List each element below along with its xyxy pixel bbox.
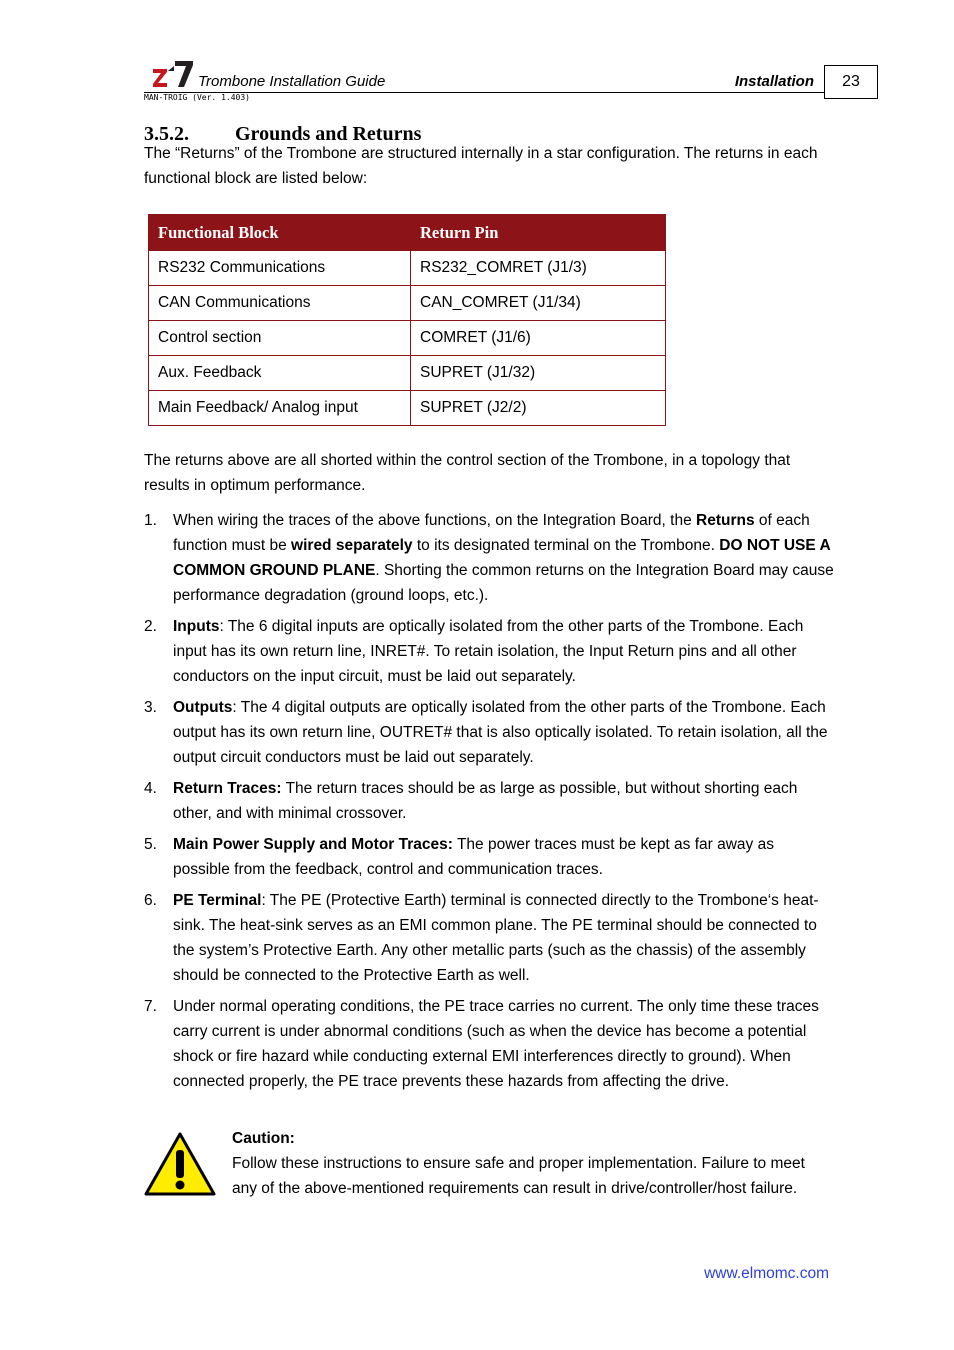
- list-item-emphasis: Return Traces:: [173, 780, 282, 797]
- list-item-emphasis: DO NOT USE A COMMON GROUND PLANE: [173, 537, 831, 579]
- list-item-text: of each function must be: [173, 512, 810, 554]
- table-cell-pin: CAN_COMRET (J1/34): [411, 286, 666, 321]
- list-item-text: : The PE (Protective Earth) terminal is connected directly to the Trombone‘s heat-sink. The heat-sink serves as an EMI common plane. The PE terminal should be connected to the system’s Protective Earth. Any other metallic parts (such as the chassis) of the assembly should be connected to the Protective Earth as well.: [173, 892, 819, 984]
- section-number: 3.5.2.: [144, 123, 189, 145]
- list-item-text: to its designated terminal on the Trombone.: [412, 537, 720, 554]
- table-cell-pin: SUPRET (J1/32): [411, 356, 666, 391]
- table-row: [149, 391, 666, 426]
- list-item-text: : The 6 digital inputs are optically isolated from the other parts of the Trombone. Each input has its own return line, INRET#. To retain isolation, the Input Return pins and all other conductors on the input circuit, must be laid out separately.: [173, 618, 804, 685]
- warning-triangle-icon: [144, 1132, 216, 1196]
- caution-note: [232, 1126, 832, 1201]
- section-title: Grounds and Returns: [235, 123, 422, 145]
- table-cell-pin: SUPRET (J2/2): [411, 391, 666, 426]
- table-cell-pin: RS232_COMRET (J1/3): [411, 251, 666, 286]
- column-header-functional-block: Functional Block: [149, 215, 411, 251]
- elmo-logo-icon: [148, 59, 194, 89]
- list-item-emphasis: Outputs: [173, 699, 233, 716]
- returns-table: [148, 214, 666, 426]
- list-item-text: . Shorting the common returns on the Integration Board may cause performance degradation (ground loops, etc.).: [173, 562, 834, 604]
- header-section-name: Installation: [734, 73, 814, 90]
- list-item-number: 3.: [144, 699, 157, 716]
- intro-paragraph: The “Returns” of the Trombone are structured internally in a star configuration. The returns in each functional block are listed below:: [144, 145, 818, 187]
- column-header-return-pin: Return Pin: [411, 215, 666, 251]
- table-row: [149, 286, 666, 321]
- list-item-text: The return traces should be as large as possible, but without shorting each other, and with minimal crossover.: [173, 780, 798, 822]
- list-item-text: Under normal operating conditions, the PE trace carries no current. The only time these traces carry current is under abnormal conditions (such as when the device has become a potential shock or fire hazard while conducting external EMI interferences directly to ground). When connected properly, the PE trace prevents these hazards from affecting the drive.: [173, 998, 819, 1090]
- table-row: [149, 251, 666, 286]
- table-cell-pin: COMRET (J1/6): [411, 321, 666, 356]
- list-item-number: 7.: [144, 998, 157, 1015]
- list-item-emphasis: Main Power Supply and Motor Traces:: [173, 836, 453, 853]
- table-cell-block: CAN Communications: [149, 286, 411, 321]
- website-link[interactable]: www.elmomc.com: [704, 1265, 829, 1282]
- table-cell-block: Main Feedback/ Analog input: [149, 391, 411, 426]
- caution-text: Follow these instructions to ensure safe and proper implementation. Failure to meet any of the above-mentioned requirements can result in drive/controller/host failure.: [232, 1155, 805, 1197]
- list-item-number: 4.: [144, 780, 157, 797]
- list-item-number: 6.: [144, 892, 157, 909]
- table-cell-block: RS232 Communications: [149, 251, 411, 286]
- list-item-text: The power traces must be kept as far away as possible from the feedback, control and communication traces.: [173, 836, 774, 878]
- list-item-number: 1.: [144, 512, 157, 529]
- table-cell-block: Control section: [149, 321, 411, 356]
- document-version: MAN-TROIG (Ver. 1.403): [144, 93, 250, 102]
- table-row: [149, 356, 666, 391]
- list-item-text: When wiring the traces of the above functions, on the Integration Board, the: [173, 512, 697, 529]
- list-item-emphasis: Returns: [696, 512, 755, 529]
- list-item: [144, 508, 834, 608]
- list-item: [144, 614, 834, 689]
- list-item-number: 2.: [144, 618, 157, 635]
- list-item-number: 5.: [144, 836, 157, 853]
- document-title: Trombone Installation Guide: [198, 73, 386, 90]
- list-item-emphasis: Inputs: [173, 618, 220, 635]
- caution-title: Caution:: [232, 1130, 295, 1147]
- table-row: [149, 321, 666, 356]
- list-item-emphasis: wired separately: [291, 537, 413, 554]
- page-number: 23: [824, 65, 878, 99]
- list-item: [144, 776, 834, 826]
- list-item-text: : The 4 digital outputs are optically isolated from the other parts of the Trombone. Each output has its own return line, OUTRET# that is also optically isolated. To retain isolation, all the output circuit conductors must be laid out separately.: [173, 699, 828, 766]
- table-cell-block: Aux. Feedback: [149, 356, 411, 391]
- list-item: [144, 695, 834, 770]
- wiring-guidelines-list: [144, 508, 834, 1100]
- list-item: [144, 994, 834, 1094]
- after-table-paragraph: The returns above are all shorted within the control section of the Trombone, in a topology that results in optimum performance.: [144, 452, 791, 494]
- table-header-row: [149, 215, 666, 251]
- list-item: [144, 888, 834, 988]
- page-header: [144, 56, 878, 104]
- list-item: [144, 832, 834, 882]
- list-item-emphasis: PE Terminal: [173, 892, 262, 909]
